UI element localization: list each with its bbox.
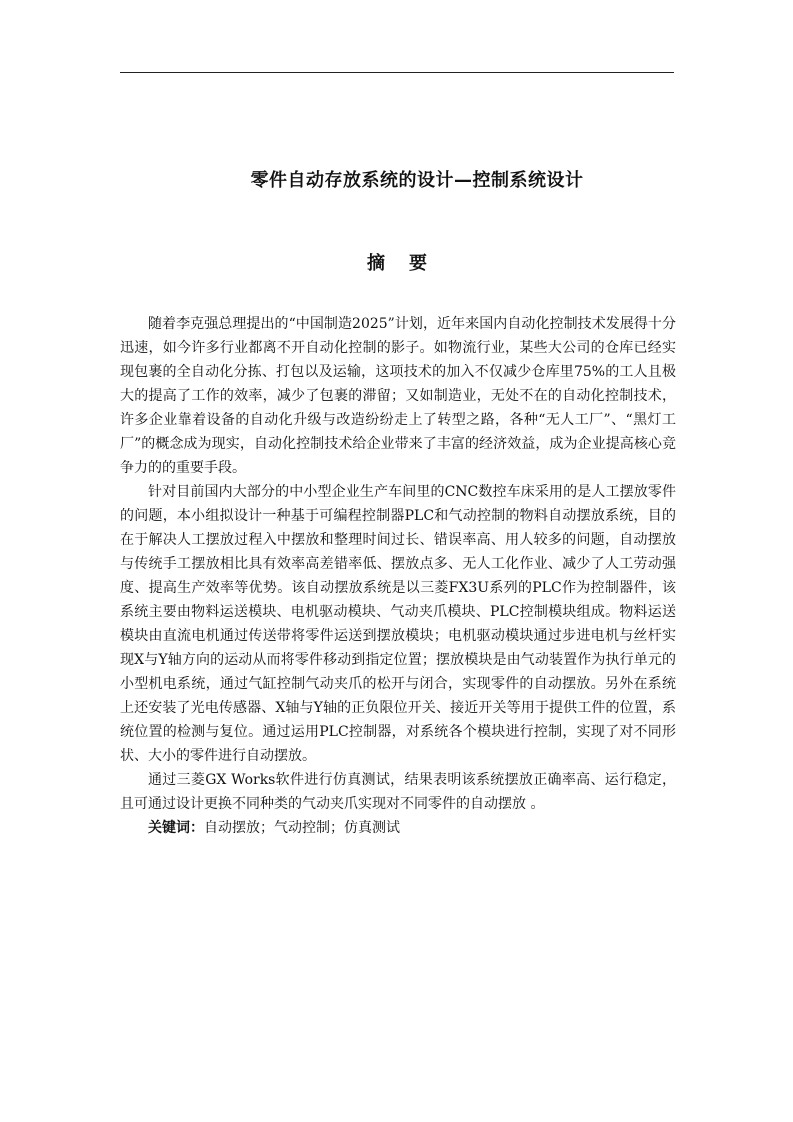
- keywords-label: 关键词：: [148, 820, 204, 836]
- header-rule: [120, 72, 674, 73]
- abstract-body: [120, 312, 676, 840]
- abstract-paragraph: 通过三菱GX Works软件进行仿真测试，结果表明该系统摆放正确率高、运行稳定，且可通过设计更换不同种类的气动夹爪实现对不同零件的自动摆放 。: [120, 772, 676, 812]
- keywords-line: [120, 816, 676, 840]
- abstract-heading: 摘要: [367, 253, 451, 274]
- document-title: 零件自动存放系统的设计—控制系统设计: [250, 170, 584, 191]
- keywords-value: 自动摆放；气动控制；仿真测试: [204, 820, 400, 836]
- abstract-paragraph: 针对目前国内大部分的中小型企业生产车间里的CNC数控车床采用的是人工摆放零件的问题，本小组拟设计一种基于可编程控制器PLC和气动控制的物料自动摆放系统，目的在于解决人工摆放过程入中摆放和整理时间过长、错误率高、用人较多的问题，自动摆放与传统手工摆放相比具有效率高差错率低、摆放点多、无人工化作业、减少了人工劳动强度、提高生产效率等优势。该自动摆放系统是以三菱FX3U系列的PLC作为控制器件，该系统主要由物料运送模块、电机驱动模块、气动夹爪模块、PLC控制模块组成。物料运送模块由直流电机通过传送带将零件运送到摆放模块；电机驱动模块通过步进电机与丝杆实现X与Y轴方向的运动从而将零件移动到指定位置；摆放模块是由气动装置作为执行单元的小型机电系统，通过气缸控制气动夹爪的松开与闭合，实现零件的自动摆放。另外在系统上还安装了光电传感器、X轴与Y轴的正负限位开关、接近开关等用于提供工件的位置，系统位置的检测与复位。通过运用PLC控制器，对系统各个模块进行控制，实现了对不同形状、大小的零件进行自动摆放。: [120, 484, 676, 764]
- abstract-paragraph: 随着李克强总理提出的“中国制造2025”计划，近年来国内自动化控制技术发展得十分迅速，如今许多行业都离不开自动化控制的影子。如物流行业，某些大公司的仓库已经实现包裹的全自动化分拣、打包以及运输，这项技术的加入不仅减少仓库里75%的工人且极大的提高了工作的效率，减少了包裹的滞留；又如制造业，无处不在的自动化控制技术，许多企业靠着设备的自动化升级与改造纷纷走上了转型之路，各种“无人工厂”、“黑灯工厂”的概念成为现实，自动化控制技术给企业带来了丰富的经济效益，成为企业提高核心竞争力的的重要手段。: [120, 316, 676, 476]
